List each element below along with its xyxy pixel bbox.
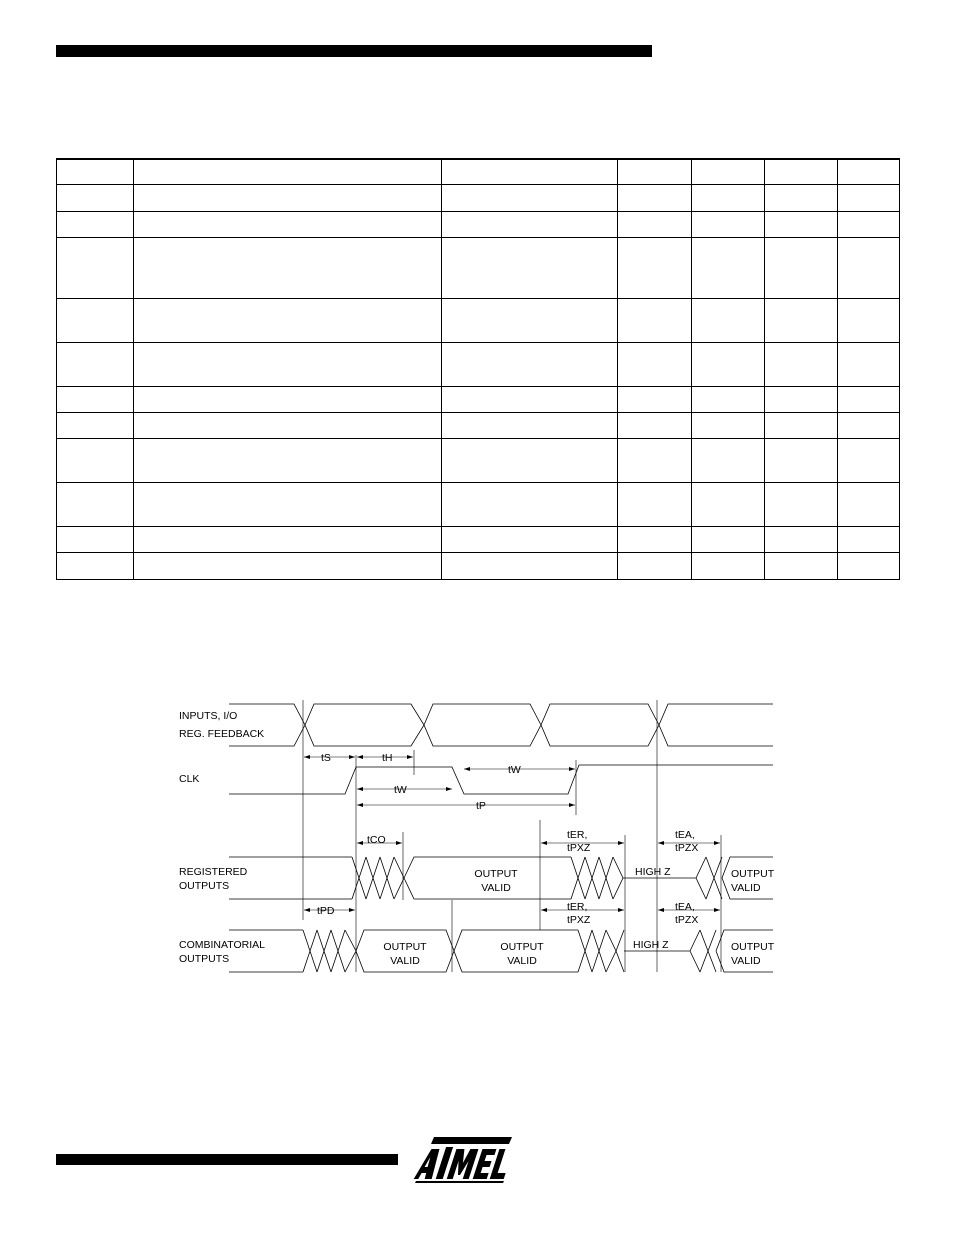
table-cell: [57, 238, 134, 299]
table-header-cell: [134, 159, 442, 185]
table-cell: [765, 439, 838, 483]
table-cell: [57, 439, 134, 483]
table-cell: [692, 387, 765, 413]
table-cell: [134, 413, 442, 439]
reg-valid-label-2: VALID: [481, 882, 511, 894]
tea-reg-label-2: tPZX: [675, 842, 699, 854]
ac-characteristics-table: [56, 158, 900, 580]
table-cell: [442, 413, 618, 439]
table-row: [57, 527, 900, 553]
table-cell: [57, 185, 134, 212]
table-cell: [442, 387, 618, 413]
table-cell: [57, 343, 134, 387]
table-cell: [442, 185, 618, 212]
table-cell: [692, 439, 765, 483]
table-cell: [442, 483, 618, 527]
table-cell: [442, 299, 618, 343]
table-cell: [765, 527, 838, 553]
table-cell: [57, 387, 134, 413]
comb-highz-label: HIGH Z: [633, 939, 669, 951]
table-row: [57, 299, 900, 343]
table-cell: [765, 238, 838, 299]
tpd-label: tPD: [317, 905, 335, 917]
table-header-cell: [692, 159, 765, 185]
feedback-label: REG. FEEDBACK: [179, 728, 265, 740]
table-row: [57, 238, 900, 299]
table-cell: [134, 439, 442, 483]
table-cell: [57, 212, 134, 238]
table-cell: [692, 343, 765, 387]
table-cell: [692, 483, 765, 527]
table-cell: [765, 185, 838, 212]
inputs-bus-waveform: [229, 704, 773, 746]
table-row: [57, 483, 900, 527]
table-cell: [692, 299, 765, 343]
table-cell: [838, 212, 900, 238]
table-cell: [442, 212, 618, 238]
table-header-cell: [618, 159, 692, 185]
table-cell: [618, 387, 692, 413]
table-cell: [838, 299, 900, 343]
table-cell: [838, 439, 900, 483]
clk-label: CLK: [179, 773, 200, 785]
table-cell: [765, 299, 838, 343]
table-cell: [838, 527, 900, 553]
tw-low-label: tW: [508, 764, 521, 776]
registered-label-1: REGISTERED: [179, 866, 248, 878]
table-cell: [618, 185, 692, 212]
reg-highz-label: HIGH Z: [635, 866, 671, 878]
combinatorial-label-2: OUTPUTS: [179, 953, 230, 965]
table-cell: [618, 343, 692, 387]
comb-valid-b-label-2: VALID: [507, 955, 537, 967]
combinatorial-label-1: COMBINATORIAL: [179, 939, 265, 951]
table-cell: [57, 553, 134, 580]
table-header-cell: [442, 159, 618, 185]
table-cell: [57, 483, 134, 527]
table-cell: [765, 413, 838, 439]
table-cell: [692, 185, 765, 212]
table-cell: [618, 212, 692, 238]
reg-valid-label-1: OUTPUT: [474, 868, 518, 880]
table-cell: [134, 343, 442, 387]
table-row: [57, 212, 900, 238]
comb-valid-a-label-1: OUTPUT: [383, 941, 427, 953]
table-cell: [618, 483, 692, 527]
reg-valid-end-label-2: VALID: [731, 882, 761, 894]
table-cell: [134, 527, 442, 553]
table-cell: [134, 387, 442, 413]
table-header-row: [57, 159, 900, 185]
table-row: [57, 413, 900, 439]
table-cell: [618, 413, 692, 439]
comb-valid-end-label-2: VALID: [731, 955, 761, 967]
ter-comb-label-1: tER,: [567, 901, 588, 913]
comb-valid-a-label-2: VALID: [390, 955, 420, 967]
tp-label: tP: [476, 800, 486, 812]
table-row: [57, 439, 900, 483]
table-cell: [838, 238, 900, 299]
table-cell: [618, 527, 692, 553]
ter-comb-label-2: tPXZ: [567, 914, 591, 926]
table-cell: [692, 413, 765, 439]
table-cell: [692, 553, 765, 580]
table-cell: [442, 238, 618, 299]
table-cell: [838, 343, 900, 387]
table-cell: [442, 553, 618, 580]
atmel-logo: [412, 1135, 514, 1185]
table-cell: [57, 413, 134, 439]
table-cell: [57, 299, 134, 343]
table-cell: [134, 212, 442, 238]
table-cell: [838, 483, 900, 527]
table-cell: [442, 439, 618, 483]
table-cell: [618, 299, 692, 343]
tco-label: tCO: [367, 834, 386, 846]
inputs-label: INPUTS, I/O: [179, 710, 238, 722]
table-cell: [618, 553, 692, 580]
table-cell: [765, 483, 838, 527]
tea-reg-label-1: tEA,: [675, 829, 695, 841]
table-header-cell: [838, 159, 900, 185]
registered-label-2: OUTPUTS: [179, 880, 230, 892]
tw-high-label: tW: [394, 784, 407, 796]
comb-valid-b-label-1: OUTPUT: [500, 941, 544, 953]
ter-reg-label-2: tPXZ: [567, 842, 591, 854]
reg-valid-end-label-1: OUTPUT: [731, 868, 775, 880]
table-cell: [618, 439, 692, 483]
table-row: [57, 185, 900, 212]
table-cell: [442, 343, 618, 387]
table-row: [57, 553, 900, 580]
table-cell: [765, 212, 838, 238]
footer-rule: [56, 1154, 398, 1165]
ts-label: tS: [321, 752, 331, 764]
th-label: tH: [382, 752, 393, 764]
table-cell: [838, 185, 900, 212]
table-cell: [57, 527, 134, 553]
table-row: [57, 387, 900, 413]
tea-comb-label-2: tPZX: [675, 914, 699, 926]
table-cell: [838, 553, 900, 580]
timing-diagram: [170, 690, 780, 985]
comb-valid-end-label-1: OUTPUT: [731, 941, 775, 953]
table-cell: [765, 343, 838, 387]
table-header-cell: [57, 159, 134, 185]
table-cell: [618, 238, 692, 299]
table-cell: [765, 553, 838, 580]
clk-waveform: [229, 765, 773, 794]
table-cell: [134, 483, 442, 527]
table-cell: [692, 212, 765, 238]
tea-comb-label-1: tEA,: [675, 901, 695, 913]
table-cell: [134, 299, 442, 343]
reference-lines: [303, 700, 721, 972]
table-cell: [442, 527, 618, 553]
ter-reg-label-1: tER,: [567, 829, 588, 841]
table-cell: [692, 527, 765, 553]
table-cell: [838, 413, 900, 439]
table-cell: [765, 387, 838, 413]
table-cell: [134, 185, 442, 212]
table-cell: [134, 553, 442, 580]
table-cell: [692, 238, 765, 299]
table-row: [57, 343, 900, 387]
table-cell: [134, 238, 442, 299]
header-rule: [56, 45, 652, 57]
table-cell: [838, 387, 900, 413]
table-header-cell: [765, 159, 838, 185]
